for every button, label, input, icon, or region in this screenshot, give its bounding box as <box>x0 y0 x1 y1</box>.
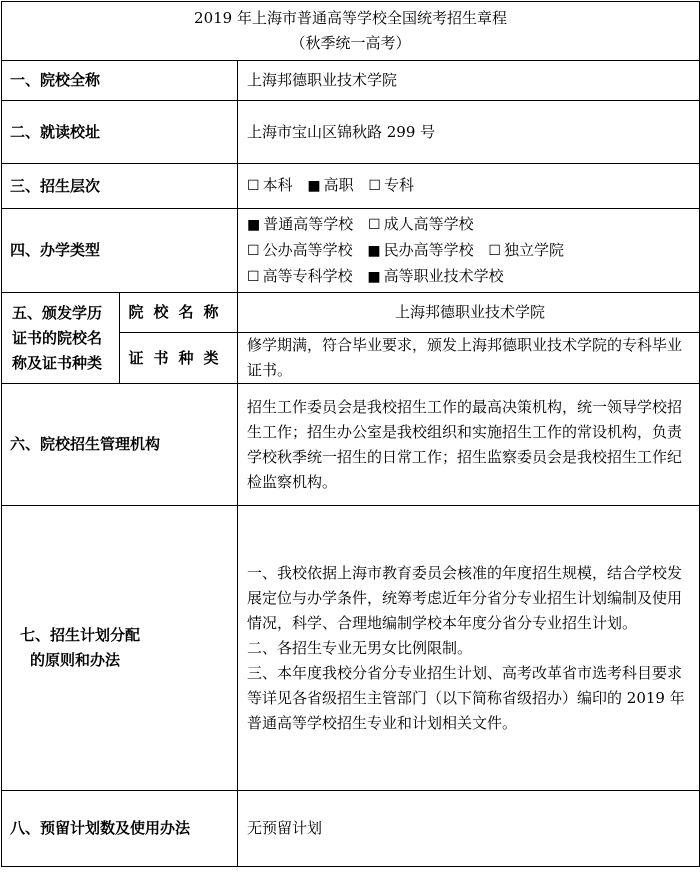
option-regular-hei <box>247 215 353 233</box>
value-admission-level <box>238 164 700 209</box>
type-line-1 <box>247 212 693 238</box>
checkbox-vocational-tech-school: ■ <box>367 268 381 285</box>
option-vocational-tech-school <box>367 267 503 285</box>
row-admission-office <box>2 384 700 506</box>
option-label: 高等专科学校 <box>262 266 353 285</box>
option-label: 公办高等学校 <box>262 240 353 259</box>
plan-paragraph-3: 三、本年度我校分省分专业招生计划、高考改革省市选考科目要求等详见各省级招生主管部门（以下简称省级招办）编印的 2019 年普通高等学校招生专业和计划相关文件。 <box>247 663 685 732</box>
title-line-1: 2019 年上海市普通高等学校全国统考招生章程 <box>194 9 507 27</box>
option-label: 民办高等学校 <box>383 240 474 259</box>
type-line-2 <box>247 238 693 264</box>
plan-paragraph-2: 二、各招生专业无男女比例限制。 <box>247 638 473 657</box>
checkbox-adult-hei: ☐ <box>368 216 381 233</box>
value-reserved-plan: 无预留计划 <box>238 791 700 867</box>
label-plan-line-1: 七、招生计划分配 <box>20 626 141 644</box>
option-label: 本科 <box>262 176 293 194</box>
option-label: 独立学院 <box>503 240 564 259</box>
row-campus-address <box>2 101 700 164</box>
option-label: 专科 <box>383 176 414 194</box>
option-adult-hei <box>368 215 474 233</box>
row-admission-level <box>2 164 700 209</box>
option-undergraduate <box>247 176 293 194</box>
value-plan-principles <box>238 506 700 791</box>
label-diploma <box>2 293 120 384</box>
admission-charter-table <box>1 1 700 867</box>
value-admission-office: 招生工作委员会是我校招生工作的最高决策机构，统一领导学校招生工作；招生办公室是我校组织和实施招生工作的常设机构，负责学校秋季统一招生的日常工作；招生监察委员会是我校招生工作纪检监察机构。 <box>238 384 700 506</box>
document-title <box>2 2 700 61</box>
row-school-name <box>2 61 700 101</box>
checkbox-independent-college: ☐ <box>488 242 501 259</box>
option-label: 高等职业技术学校 <box>383 266 504 285</box>
option-label: 普通高等学校 <box>263 214 354 233</box>
checkbox-junior-college-school: ☐ <box>247 268 260 285</box>
label-diploma-line-3: 称及证书种类 <box>12 353 103 372</box>
sublabel-issuer-name: 院校名称 <box>120 293 238 333</box>
option-private-hei <box>367 241 473 259</box>
option-label: 成人高等学校 <box>383 214 474 233</box>
checkbox-private-hei: ■ <box>367 242 381 259</box>
row-reserved-plan <box>2 791 700 867</box>
label-diploma-line-1: 五、颁发学历 <box>12 303 103 322</box>
sublabel-certificate-type: 证书种类 <box>120 333 238 384</box>
level-options <box>247 176 424 194</box>
row-plan-principles <box>2 506 700 791</box>
plan-paragraph-1: 一、我校依据上海市教育委员会核准的年度招生规模，结合学校发展定位与办学条件，统筹考虑近年分省分专业招生计划编制及使用情况，科学、合理地编制学校本年度分省分专业招生计划。 <box>247 563 683 632</box>
checkbox-public-hei: ☐ <box>247 242 260 259</box>
checkbox-higher-vocational: ■ <box>307 178 321 194</box>
row-school-type <box>2 209 700 293</box>
option-public-hei <box>247 241 353 259</box>
checkbox-undergraduate: ☐ <box>247 178 260 194</box>
option-independent-college <box>488 241 564 259</box>
checkbox-regular-hei: ■ <box>247 216 261 233</box>
value-certificate-type: 修学期满，符合毕业要求，颁发上海邦德职业技术学院的专科毕业证书。 <box>238 333 700 384</box>
label-plan-principles <box>2 506 238 791</box>
label-school-name: 一、院校全称 <box>2 61 238 101</box>
option-junior-college-school <box>247 267 353 285</box>
row-diploma-issuer <box>2 293 700 333</box>
value-school-type <box>238 209 700 293</box>
label-admission-level: 三、招生层次 <box>2 164 238 209</box>
value-school-name: 上海邦德职业技术学院 <box>238 61 700 101</box>
label-admission-office: 六、院校招生管理机构 <box>2 384 238 506</box>
title-line-2: （秋季统一高考） <box>290 34 411 52</box>
option-higher-vocational <box>307 176 353 194</box>
title-row <box>2 2 700 61</box>
label-plan-line-2: 的原则和办法 <box>30 651 121 669</box>
option-label: 高职 <box>323 176 354 194</box>
label-campus-address: 二、就读校址 <box>2 101 238 164</box>
value-campus-address: 上海市宝山区锦秋路 299 号 <box>238 101 700 164</box>
checkbox-junior-college: ☐ <box>368 178 381 194</box>
option-junior-college <box>368 176 414 194</box>
label-school-type: 四、办学类型 <box>2 209 238 293</box>
label-reserved-plan: 八、预留计划数及使用办法 <box>2 791 238 867</box>
label-diploma-line-2: 证书的院校名 <box>12 328 103 347</box>
value-issuer-name: 上海邦德职业技术学院 <box>238 293 700 333</box>
type-line-3 <box>247 264 693 290</box>
